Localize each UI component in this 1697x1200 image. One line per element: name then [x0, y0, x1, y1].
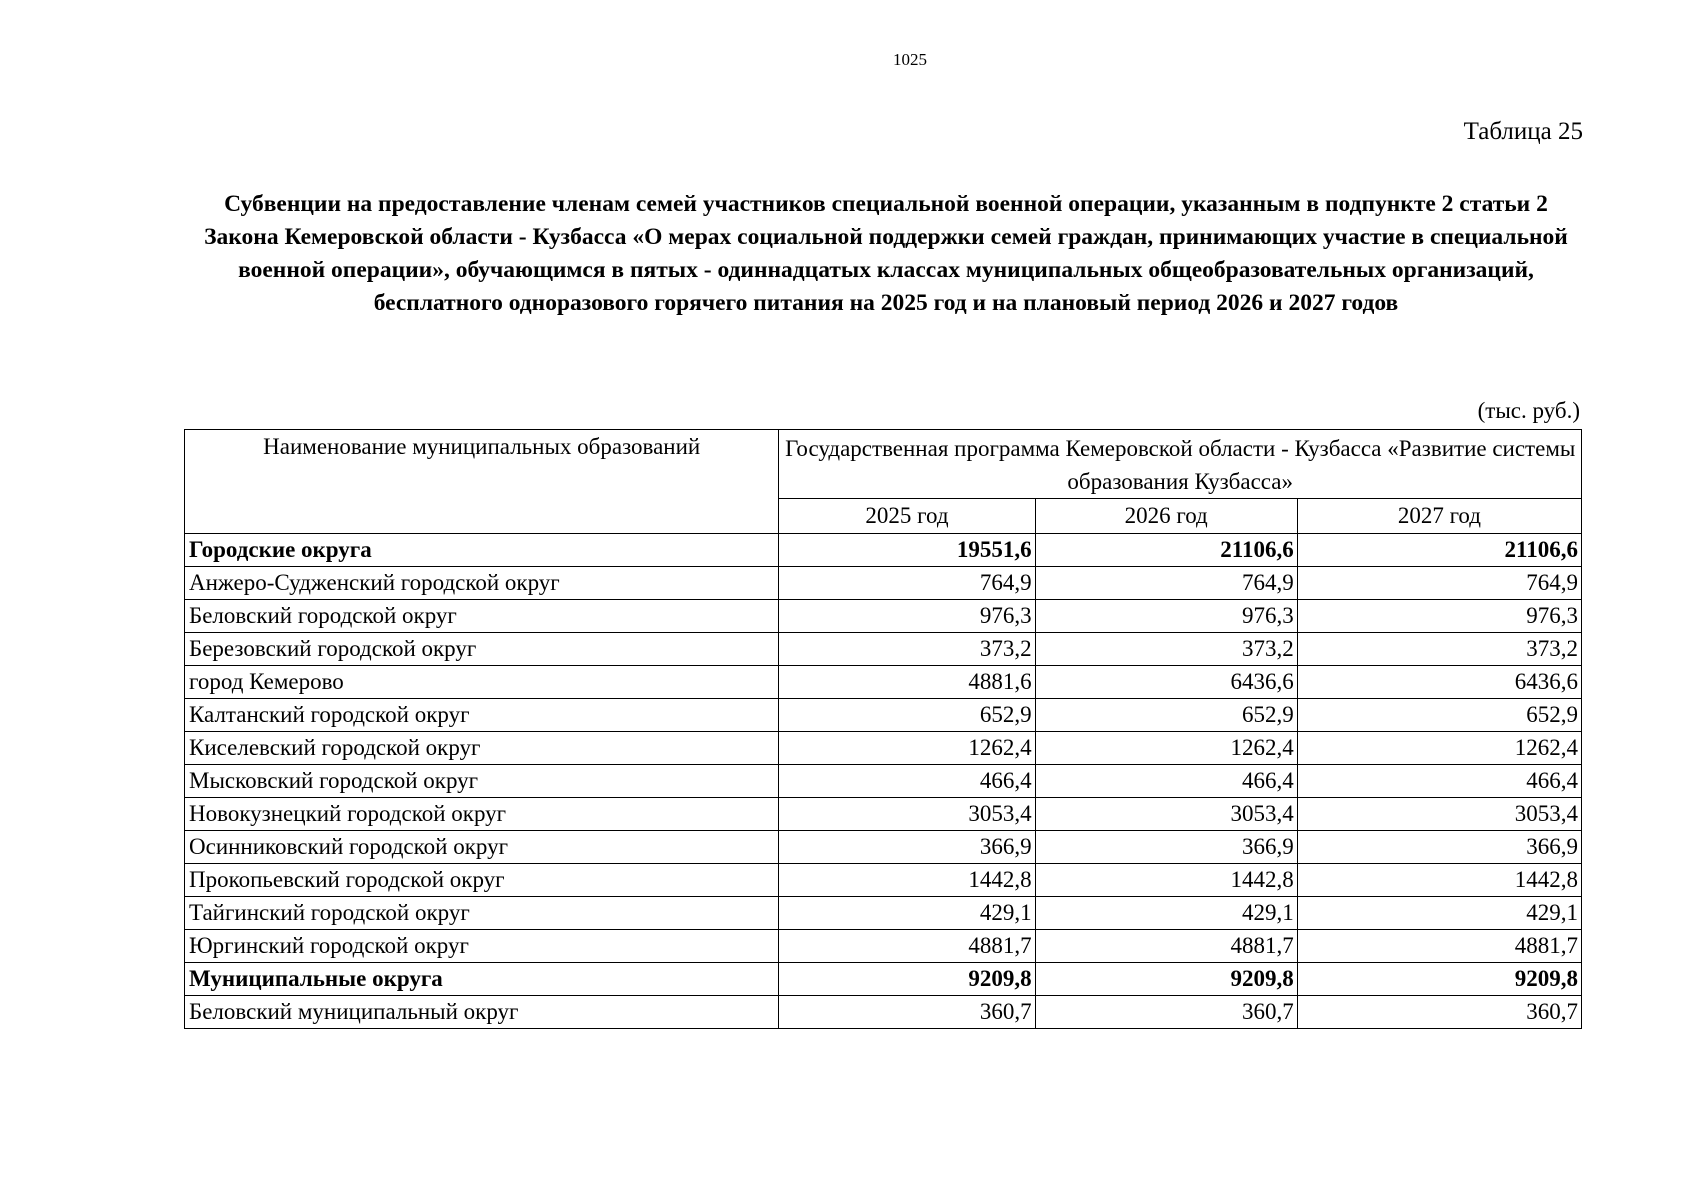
row-name: Березовский городской округ: [185, 633, 779, 666]
row-value-2026: 652,9: [1035, 699, 1297, 732]
row-value-2025: 1442,8: [779, 864, 1035, 897]
table-row: [185, 633, 1582, 666]
row-name: город Кемерово: [185, 666, 779, 699]
table-header-row: [185, 430, 1582, 499]
row-value-2025: 9209,8: [779, 963, 1035, 996]
table-row: [185, 864, 1582, 897]
header-year-2027: 2027 год: [1297, 499, 1581, 534]
document-title: Субвенции на предоставление членам семей участников специальной военной операции, указанным в подпункте 2 статьи 2 Закона Кемеровской области - Кузбасса «О мерах социальной поддержки семей граждан, принимающих участие в специальной военной операции», обучающимся в пятых - одиннадцатых классах муниципальных общеобразовательных организаций, бесплатного одноразового горячего питания на 2025 год и на плановый период 2026 и 2027 годов: [204, 191, 1568, 316]
table-row: [185, 600, 1582, 633]
table-row: [185, 699, 1582, 732]
row-value-2025: 4881,6: [779, 666, 1035, 699]
row-value-2025: 360,7: [779, 996, 1035, 1029]
row-value-2027: 652,9: [1297, 699, 1581, 732]
row-value-2027: 9209,8: [1297, 963, 1581, 996]
row-value-2026: 3053,4: [1035, 798, 1297, 831]
row-value-2026: 429,1: [1035, 897, 1297, 930]
row-value-2026: 1262,4: [1035, 732, 1297, 765]
row-value-2027: 466,4: [1297, 765, 1581, 798]
table-row: [185, 798, 1582, 831]
row-name: Юргинский городской округ: [185, 930, 779, 963]
table-row: [185, 666, 1582, 699]
row-value-2025: 764,9: [779, 567, 1035, 600]
row-name: Осинниковский городской округ: [185, 831, 779, 864]
table-row-total: [185, 534, 1582, 567]
table-row: [185, 732, 1582, 765]
row-value-2026: 976,3: [1035, 600, 1297, 633]
row-value-2027: 360,7: [1297, 996, 1581, 1029]
row-name: Анжеро-Судженский городской округ: [185, 567, 779, 600]
row-value-2027: 976,3: [1297, 600, 1581, 633]
row-name: Прокопьевский городской округ: [185, 864, 779, 897]
row-value-2026: 4881,7: [1035, 930, 1297, 963]
row-name: Новокузнецкий городской округ: [185, 798, 779, 831]
row-value-2026: 9209,8: [1035, 963, 1297, 996]
row-name: Калтанский городской округ: [185, 699, 779, 732]
row-name: Городские округа: [185, 534, 779, 567]
row-value-2027: 3053,4: [1297, 798, 1581, 831]
row-value-2025: 1262,4: [779, 732, 1035, 765]
table-row: [185, 765, 1582, 798]
row-value-2027: 366,9: [1297, 831, 1581, 864]
row-value-2025: 3053,4: [779, 798, 1035, 831]
table-row: [185, 897, 1582, 930]
row-value-2025: 373,2: [779, 633, 1035, 666]
row-value-2026: 21106,6: [1035, 534, 1297, 567]
header-year-2025: 2025 год: [779, 499, 1035, 534]
row-value-2026: 366,9: [1035, 831, 1297, 864]
row-name: Беловский городской округ: [185, 600, 779, 633]
row-value-2026: 1442,8: [1035, 864, 1297, 897]
header-year-2026: 2026 год: [1035, 499, 1297, 534]
row-value-2026: 373,2: [1035, 633, 1297, 666]
page-number: 1025: [893, 50, 927, 69]
header-program: Государственная программа Кемеровской области - Кузбасса «Развитие системы образования Кузбасса»: [779, 430, 1582, 499]
row-value-2025: 4881,7: [779, 930, 1035, 963]
row-value-2027: 764,9: [1297, 567, 1581, 600]
row-value-2025: 652,9: [779, 699, 1035, 732]
row-name: Муниципальные округа: [185, 963, 779, 996]
row-value-2027: 21106,6: [1297, 534, 1581, 567]
row-value-2027: 373,2: [1297, 633, 1581, 666]
units-note: (тыс. руб.): [1477, 398, 1580, 423]
row-value-2025: 429,1: [779, 897, 1035, 930]
row-value-2025: 366,9: [779, 831, 1035, 864]
row-value-2027: 1442,8: [1297, 864, 1581, 897]
row-value-2027: 6436,6: [1297, 666, 1581, 699]
header-municipality-name: Наименование муниципальных образований: [185, 430, 779, 534]
row-value-2025: 976,3: [779, 600, 1035, 633]
row-value-2027: 1262,4: [1297, 732, 1581, 765]
row-name: Беловский муниципальный округ: [185, 996, 779, 1029]
row-value-2026: 6436,6: [1035, 666, 1297, 699]
row-value-2027: 4881,7: [1297, 930, 1581, 963]
table-row: [185, 831, 1582, 864]
table-row: [185, 930, 1582, 963]
row-name: Киселевский городской округ: [185, 732, 779, 765]
row-value-2026: 360,7: [1035, 996, 1297, 1029]
table-label: Таблица 25: [1463, 118, 1583, 145]
row-value-2025: 466,4: [779, 765, 1035, 798]
row-name: Мысковский городской округ: [185, 765, 779, 798]
subvention-table: [184, 429, 1582, 1029]
row-value-2026: 764,9: [1035, 567, 1297, 600]
row-value-2027: 429,1: [1297, 897, 1581, 930]
table-row-total: [185, 963, 1582, 996]
row-value-2026: 466,4: [1035, 765, 1297, 798]
table-row: [185, 996, 1582, 1029]
table-row: [185, 567, 1582, 600]
row-name: Тайгинский городской округ: [185, 897, 779, 930]
row-value-2025: 19551,6: [779, 534, 1035, 567]
